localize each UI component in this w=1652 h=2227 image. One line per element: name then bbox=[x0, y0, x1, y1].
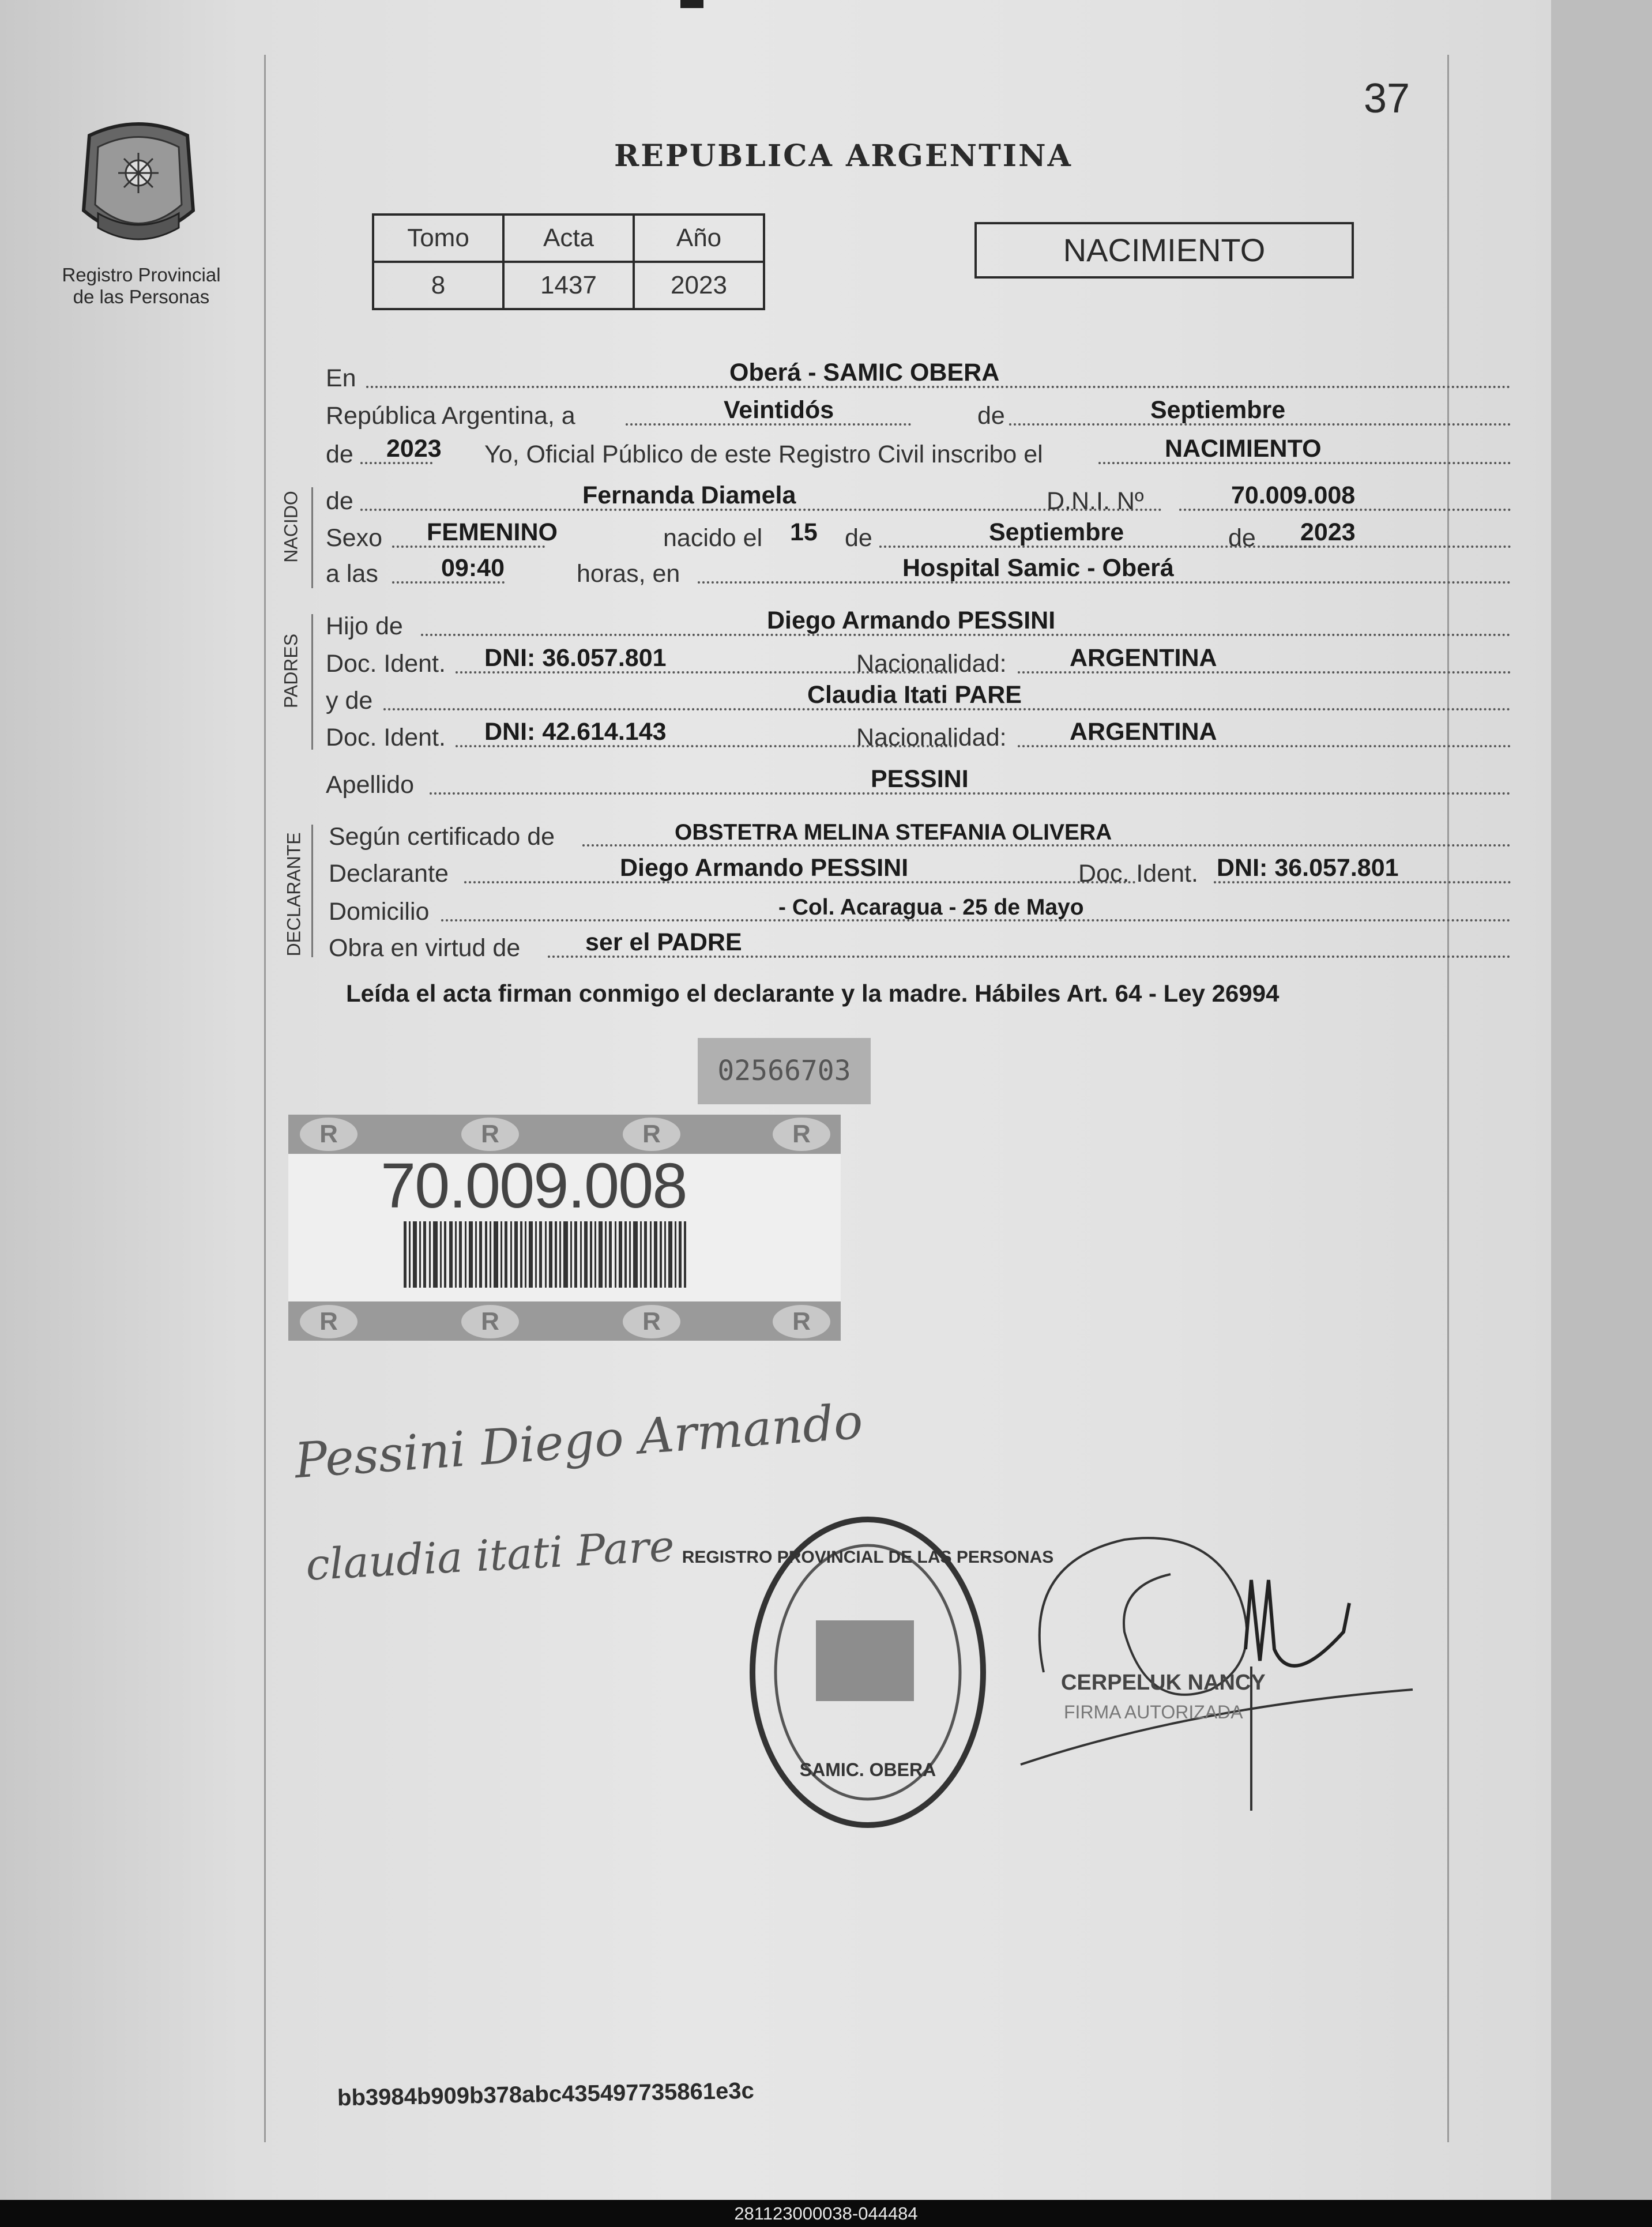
row-inscription bbox=[326, 437, 1511, 469]
section-label-nacido: NACIDO bbox=[280, 491, 302, 563]
registry-line-1: Registro Provincial bbox=[62, 264, 221, 285]
watermark-logo: R bbox=[300, 1118, 358, 1151]
inscribed-value: NACIMIENTO bbox=[1165, 435, 1322, 462]
label-sexo: Sexo bbox=[326, 524, 383, 552]
watermark-logo: R bbox=[461, 1118, 519, 1151]
birth-time: 09:40 bbox=[441, 554, 505, 582]
watermark-logo: R bbox=[773, 1305, 830, 1338]
watermark-logo: R bbox=[461, 1305, 519, 1338]
declarant-doc: DNI: 36.057.801 bbox=[1217, 854, 1399, 882]
section-brace bbox=[311, 825, 313, 957]
mother-doc: DNI: 42.614.143 bbox=[484, 718, 667, 746]
label-certificado: Según certificado de bbox=[329, 823, 555, 851]
value-tomo: 8 bbox=[373, 262, 503, 309]
official-signature bbox=[1021, 1517, 1424, 1816]
label-nacido-el: nacido el bbox=[663, 524, 763, 552]
father-name: Diego Armando PESSINI bbox=[767, 607, 1056, 634]
row-name bbox=[326, 483, 1511, 516]
provincia-misiones-logo bbox=[72, 112, 205, 257]
watermark-logo: R bbox=[773, 1118, 830, 1151]
official-name-stamp: CERPELUK NANCY bbox=[1061, 1671, 1266, 1695]
label-dni: D.N.I. Nº bbox=[1047, 487, 1144, 515]
day-value: Veintidós bbox=[724, 396, 834, 424]
year-value: 2023 bbox=[386, 435, 442, 462]
mother-signature: claudia itati Pare bbox=[304, 1521, 676, 1590]
label-a-las: a las bbox=[326, 560, 378, 588]
record-type-box: NACIMIENTO bbox=[974, 222, 1354, 279]
label-inscribo: Yo, Oficial Público de este Registro Civil inscribo el bbox=[484, 441, 1043, 468]
row-date bbox=[326, 398, 1511, 430]
dotted-line bbox=[430, 792, 1511, 795]
section-label-declarante: DECLARANTE bbox=[283, 832, 304, 957]
label-y-de: y de bbox=[326, 687, 373, 714]
label-doc-ident: Doc. Ident. bbox=[326, 650, 446, 678]
record-table-header-row bbox=[373, 215, 764, 262]
mother-nationality: ARGENTINA bbox=[1070, 718, 1217, 746]
child-dni: 70.009.008 bbox=[1231, 481, 1356, 509]
address-value: - Col. Acaragua - 25 de Mayo bbox=[778, 895, 1084, 920]
label-apellido: Apellido bbox=[326, 771, 414, 799]
sticker-number: 70.009.008 bbox=[381, 1150, 687, 1221]
row-time-place bbox=[326, 556, 1511, 588]
reason-value: ser el PADRE bbox=[585, 928, 742, 956]
label-doc-ident: Doc. Ident. bbox=[326, 724, 446, 751]
row-mother bbox=[326, 683, 1511, 715]
header-ano: Año bbox=[634, 215, 764, 262]
header-tomo: Tomo bbox=[373, 215, 503, 262]
row-mother-doc bbox=[326, 720, 1511, 752]
row-surname bbox=[326, 767, 1511, 799]
father-nationality: ARGENTINA bbox=[1070, 644, 1217, 672]
header-acta: Acta bbox=[503, 215, 634, 262]
birth-month: Septiembre bbox=[989, 518, 1124, 546]
document-hash: bb3984b909b378abc435497735861e3c bbox=[337, 2078, 755, 2111]
certificate-value: OBSTETRA MELINA STEFANIA OLIVERA bbox=[675, 820, 1112, 845]
label-doc-ident: Doc. Ident. bbox=[1078, 860, 1198, 887]
label-nacionalidad: Nacionalidad: bbox=[856, 724, 1007, 751]
closing-note: Leída el acta firman conmigo el declarante y la madre. Hábiles Art. 64 - Ley 26994 bbox=[346, 980, 1280, 1007]
record-table bbox=[372, 213, 765, 310]
declarant-signature: Pessini Diego Armando bbox=[292, 1393, 865, 1489]
page-number: 37 bbox=[1364, 76, 1410, 122]
sex-value: FEMENINO bbox=[427, 518, 558, 546]
barcode bbox=[404, 1221, 686, 1288]
birth-day: 15 bbox=[790, 518, 818, 546]
label-republica: República Argentina, a bbox=[326, 402, 575, 430]
watermark-logo: R bbox=[300, 1305, 358, 1338]
sticker-band-top bbox=[288, 1115, 841, 1154]
row-sex-birth bbox=[326, 520, 1511, 552]
section-brace bbox=[311, 487, 313, 588]
scan-mark bbox=[680, 0, 703, 8]
birth-year: 2023 bbox=[1300, 518, 1356, 546]
watermark-logo: R bbox=[623, 1118, 680, 1151]
sticker-band-bottom bbox=[288, 1301, 841, 1341]
official-seal bbox=[682, 1505, 1054, 1839]
label-en: En bbox=[326, 364, 356, 392]
label-de: de bbox=[1228, 524, 1256, 552]
row-father bbox=[326, 608, 1511, 641]
label-de: de bbox=[326, 487, 353, 515]
row-address bbox=[326, 894, 1511, 926]
label-declarante: Declarante bbox=[329, 860, 449, 887]
registry-line-2: de las Personas bbox=[73, 286, 210, 307]
footer-code-bar bbox=[0, 2200, 1652, 2227]
value-ano: 2023 bbox=[634, 262, 764, 309]
row-place bbox=[326, 360, 1511, 393]
section-label-padres: PADRES bbox=[280, 633, 302, 709]
registry-name bbox=[55, 264, 228, 308]
label-de: de bbox=[326, 441, 353, 468]
official-role-stamp: FIRMA AUTORIZADA bbox=[1064, 1702, 1243, 1722]
label-obra: Obra en virtud de bbox=[329, 934, 521, 962]
father-doc: DNI: 36.057.801 bbox=[484, 644, 667, 672]
label-nacionalidad: Nacionalidad: bbox=[856, 650, 1007, 678]
footer-code: 281123000038-044484 bbox=[734, 2203, 918, 2224]
row-reason bbox=[326, 930, 1511, 962]
serial-stamp: 02566703 bbox=[698, 1038, 871, 1104]
label-horas-en: horas, en bbox=[577, 560, 680, 588]
child-name: Fernanda Diamela bbox=[582, 481, 796, 509]
security-sticker bbox=[288, 1115, 841, 1341]
value-acta: 1437 bbox=[503, 262, 634, 309]
declarant-name: Diego Armando PESSINI bbox=[620, 854, 909, 882]
seal-bottom-text: SAMIC. OBERA bbox=[799, 1759, 936, 1780]
margin-line-left bbox=[264, 55, 266, 2142]
document-title: REPUBLICA ARGENTINA bbox=[614, 138, 1073, 174]
section-brace bbox=[311, 614, 313, 750]
record-table-value-row bbox=[373, 262, 764, 309]
label-de: de bbox=[977, 402, 1005, 430]
birth-place: Hospital Samic - Oberá bbox=[902, 554, 1174, 582]
label-de: de bbox=[845, 524, 872, 552]
month-value: Septiembre bbox=[1150, 396, 1286, 424]
watermark-logo: R bbox=[623, 1305, 680, 1338]
label-domicilio: Domicilio bbox=[329, 898, 430, 926]
scan-edge bbox=[1551, 0, 1652, 2200]
label-hijo-de: Hijo de bbox=[326, 612, 403, 640]
row-certificate bbox=[326, 819, 1511, 851]
seal-text: REGISTRO PROVINCIAL DE LAS PERSONAS bbox=[682, 1548, 1054, 1567]
row-declarant bbox=[326, 856, 1511, 888]
row-father-doc bbox=[326, 646, 1511, 678]
surname-value: PESSINI bbox=[871, 765, 969, 793]
mother-name: Claudia Itati PARE bbox=[807, 681, 1022, 709]
place-value: Oberá - SAMIC OBERA bbox=[729, 359, 1000, 386]
